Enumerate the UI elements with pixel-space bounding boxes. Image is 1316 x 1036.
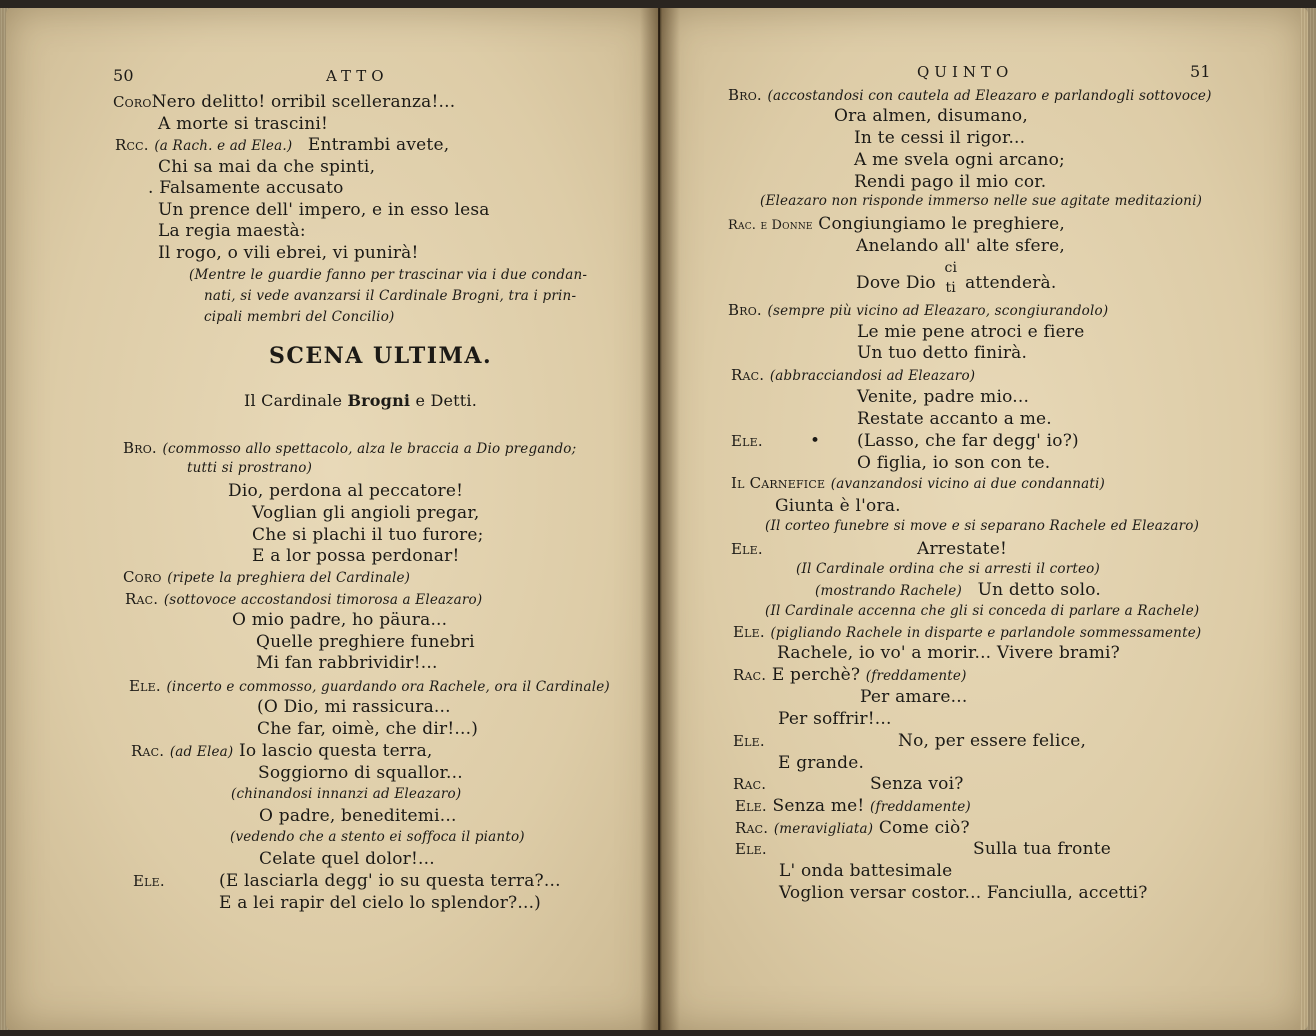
verse-line: Giunta è l'ora. [775, 496, 901, 516]
text-line [115, 135, 449, 156]
stage-direction: (Il corteo funebre si move e si separano Rachele ed Eleazaro) [765, 518, 1200, 534]
text-line [113, 92, 455, 112]
stage-direction: (ripete la preghiera del Cardinale) [167, 570, 411, 586]
verse: Congiungiamo le preghiere, [818, 214, 1065, 234]
verse: Senza me! [772, 796, 865, 816]
scene-cast [244, 391, 477, 411]
verse: No, per essere felice, [898, 731, 1087, 751]
speaker: Ele. [733, 623, 765, 641]
verse-line: Il rogo, o vili ebrei, vi punirà! [158, 243, 419, 263]
stage-direction: (Il Cardinale accenna che gli si conceda di parlare a Rachele) [765, 603, 1200, 619]
speaker: Ele. [731, 540, 763, 558]
verse-line: Celate quel dolor!... [259, 849, 435, 869]
text-line [731, 431, 1079, 451]
page-edges-right [1300, 8, 1316, 1030]
cast-name: Brogni [347, 391, 411, 410]
verse-line: O mio padre, ho päura... [232, 610, 448, 630]
speaker: Rac. [733, 666, 767, 684]
verse: Senza voi? [870, 774, 964, 794]
speaker: Coro [123, 568, 162, 586]
text-line [125, 589, 482, 610]
speaker: Ele. [733, 732, 765, 750]
verse-line: Per soffrir!... [778, 709, 892, 729]
stage-direction: tutti si prostrano) [187, 460, 313, 476]
text-line [731, 365, 975, 386]
text-line [123, 438, 576, 459]
page-number: 51 [1190, 62, 1211, 81]
verse-line: E a lei rapir del cielo lo splendor?...) [219, 893, 542, 913]
verse-line: Anelando all' alte sfere, [856, 236, 1065, 256]
stage-direction: (freddamente) [865, 668, 967, 684]
speaker: Bro. [123, 439, 157, 457]
text-line [733, 622, 1201, 643]
verse: Come ciò? [878, 818, 970, 838]
verse-line: Le mie pene atroci e fiere [857, 322, 1085, 342]
verse: Dove Dio [856, 273, 936, 293]
mark: • [810, 431, 821, 451]
running-header: ATTO [326, 67, 389, 85]
text-line [735, 796, 971, 817]
text-line [733, 731, 1087, 751]
stage-direction: nati, si vede avanzarsi il Cardinale Brogni, tra i prin- [204, 288, 577, 304]
text-line [735, 839, 1112, 859]
speaker: Ele. [731, 432, 763, 450]
speaker: Rac. e Donne [728, 218, 813, 233]
text-line [856, 260, 1057, 296]
cast-post: e Detti. [415, 391, 477, 410]
pronoun-upper: ci [944, 260, 958, 276]
verse-line: O padre, beneditemi... [259, 806, 457, 826]
text-line [735, 818, 970, 839]
stage-direction: (sempre più vicino ad Eleazaro, scongiurandolo) [767, 303, 1109, 319]
verse-line: Dio, perdona al peccatore! [228, 481, 464, 501]
stage-direction: (chinandosi innanzi ad Eleazaro) [231, 786, 462, 802]
speaker: Rac. [125, 590, 159, 608]
verse-line: Ora almen, disumano, [834, 106, 1028, 126]
verse-line: Voglian gli angioli pregar, [252, 503, 480, 523]
stage-direction: (meravigliata) [773, 821, 874, 837]
verse-line: E grande. [778, 753, 865, 773]
verse: Io lascio questa terra, [238, 741, 433, 761]
alt-pronouns [941, 260, 959, 296]
verse-line: Un prence dell' impero, e in esso lesa [158, 200, 490, 220]
verse-line: Venite, padre mio... [857, 387, 1030, 407]
scene-title: SCENA ULTIMA. [269, 343, 493, 369]
stage-direction: (Mentre le guardie fanno per trascinar via i due condan- [189, 267, 588, 283]
verse-line: Quelle preghiere funebri [256, 632, 475, 652]
speaker: Rcc. [115, 136, 149, 154]
verse: Nero delitto! orribil scelleranza!... [151, 92, 456, 112]
verse-line: (O Dio, mi rassicura... [257, 697, 451, 717]
text-line [731, 473, 1105, 494]
stage-direction: (accostandosi con cautela ad Eleazaro e parlandogli sottovoce) [767, 88, 1212, 104]
stage-direction: (pigliando Rachele in disparte e parlandole sommessamente) [770, 625, 1202, 641]
text-line [731, 539, 1008, 559]
speaker: Bro. [728, 86, 762, 104]
running-header: QUINTO [917, 63, 1014, 81]
verse-line: O figlia, io son con te. [857, 453, 1051, 473]
stage-direction: (Il Cardinale ordina che si arresti il corteo) [796, 561, 1100, 577]
verse: Sulla tua fronte [973, 839, 1112, 859]
text-line [133, 871, 561, 891]
speaker: Bro. [728, 301, 762, 319]
verse: E perchè? [771, 665, 861, 685]
verse-line: Un tuo detto finirà. [857, 343, 1028, 363]
stage-direction: (a Rach. e ad Elea.) [154, 138, 293, 154]
verse-line: Che si plachi il tuo furore; [252, 525, 484, 545]
stage-direction: (freddamente) [870, 799, 971, 815]
stage-direction: (ad Elea) [169, 744, 234, 760]
verse: Un detto solo. [977, 580, 1102, 600]
page-number: 50 [113, 66, 134, 85]
stage-direction: (Eleazaro non risponde immerso nelle sue agitate meditazioni) [760, 193, 1203, 209]
verse: Entrambi avete, [307, 135, 450, 155]
verse-line: Per amare... [860, 687, 968, 707]
speaker: Rac. [731, 366, 765, 384]
speaker: Ele. [735, 797, 767, 815]
stage-direction: cipali membri del Concilio) [204, 309, 395, 325]
verse-line: Voglion versar costor... Fanciulla, accetti? [779, 883, 1148, 903]
text-line [129, 676, 610, 697]
stage-direction: (commosso allo spettacolo, alza le braccia a Dio pregando; [162, 441, 577, 457]
verse-line: La regia maestà: [158, 221, 306, 241]
cast-pre: Il Cardinale [244, 391, 343, 410]
stage-direction: (abbracciandosi ad Eleazaro) [769, 368, 976, 384]
speaker: Ele. [129, 677, 161, 695]
speaker: Il Carnefice [731, 474, 826, 492]
speaker: Coro [113, 93, 152, 111]
verse: attenderà. [965, 273, 1057, 293]
verse-line: E a lor possa perdonar! [252, 546, 460, 566]
verse: Arrestate! [917, 539, 1008, 559]
text-line [728, 300, 1108, 321]
speaker: Rac. [735, 819, 769, 837]
speaker: Ele. [133, 872, 165, 890]
book-gutter [640, 8, 680, 1030]
verse-line: Restate accanto a me. [857, 409, 1052, 429]
stage-direction: (mostrando Rachele) [815, 583, 962, 599]
verse-line: Rendi pago il mio cor. [854, 172, 1047, 192]
text-line [733, 665, 967, 686]
text-line [815, 580, 1101, 601]
stage-direction: (vedendo che a stento ei soffoca il pianto) [230, 829, 525, 845]
verse-line: . Falsamente accusato [148, 178, 344, 198]
verse-line: Mi fan rabbrividir!... [256, 653, 438, 673]
verse-line: L' onda battesimale [779, 861, 953, 881]
stage-direction: (sottovoce accostandosi timorosa a Eleazaro) [163, 592, 483, 608]
verse-line: A me svela ogni arcano; [854, 150, 1065, 170]
speaker: Ele. [735, 840, 767, 858]
verse-line: Che far, oimè, che dir!...) [257, 719, 479, 739]
speaker: Rac. [733, 775, 767, 793]
verse: (Lasso, che far degg' io?) [857, 431, 1079, 451]
verse-line: Chi sa mai da che spinti, [158, 157, 376, 177]
speaker: Rac. [131, 742, 165, 760]
verse-line: In te cessi il rigor... [854, 128, 1026, 148]
text-line [733, 774, 964, 794]
stage-direction: (avanzandosi vicino ai due condannati) [830, 476, 1105, 492]
text-line [123, 567, 410, 588]
verse-line: A morte si trascini! [158, 114, 329, 134]
text-line [728, 85, 1212, 106]
text-line [728, 214, 1065, 236]
verse-line: Soggiorno di squallor... [258, 763, 463, 783]
text-line [131, 741, 433, 762]
pronoun-lower: ti [945, 280, 956, 296]
verse: (E lasciarla degg' io su questa terra?... [219, 871, 561, 891]
verse-line: Rachele, io vo' a morir... Vivere brami? [777, 643, 1120, 663]
stage-direction: (incerto e commosso, guardando ora Rachele, ora il Cardinale) [166, 679, 610, 695]
